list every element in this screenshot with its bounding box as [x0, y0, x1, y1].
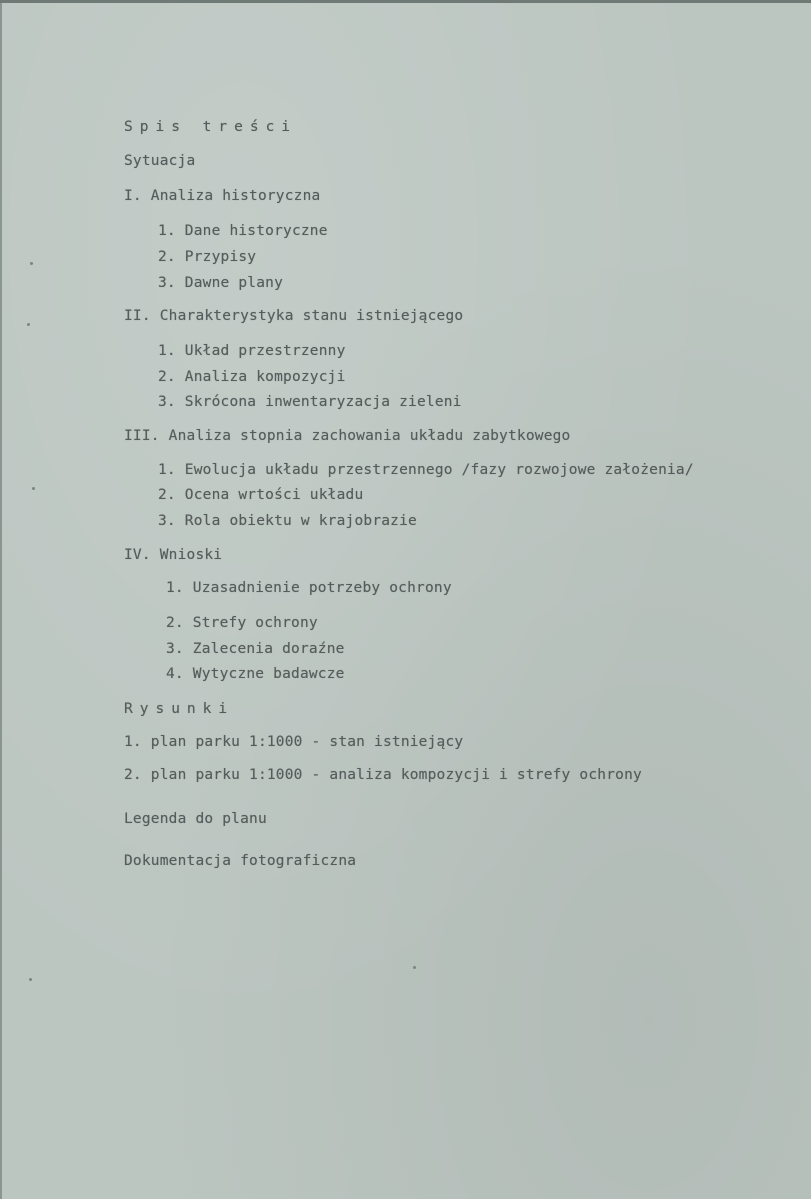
paper-speck	[32, 487, 35, 490]
section-2-item-3: 3. Skrócona inwentaryzacja zieleni	[158, 394, 462, 410]
rysunek-1: 1. plan parku 1:1000 - stan istniejący	[124, 734, 464, 750]
toc-entry-legenda: Legenda do planu	[124, 811, 267, 827]
section-3-item-2: 2. Ocena wrtości układu	[158, 487, 364, 503]
section-3-item-1: 1. Ewolucja układu przestrzennego /fazy rozwojowe założenia/	[158, 462, 694, 478]
section-2-item-2: 2. Analiza kompozycji	[158, 369, 346, 385]
section-4-item-1: 1. Uzasadnienie potrzeby ochrony	[166, 580, 452, 596]
section-4-item-2: 2. Strefy ochrony	[166, 615, 318, 631]
toc-heading: Spis treści	[124, 119, 298, 135]
paper-speck	[27, 323, 30, 326]
rysunki-heading: Rysunki	[124, 701, 235, 717]
paper-speck	[29, 978, 32, 981]
section-3-item-3: 3. Rola obiektu w krajobrazie	[158, 513, 417, 529]
section-1-item-3: 3. Dawne plany	[158, 275, 284, 291]
paper-speck	[30, 262, 33, 265]
toc-entry-dokumentacja: Dokumentacja fotograficzna	[124, 853, 357, 869]
section-title-1: I. Analiza historyczna	[124, 188, 321, 204]
paper-speck	[413, 966, 416, 969]
section-title-3: III. Analiza stopnia zachowania układu zabytkowego	[124, 428, 571, 444]
section-4-item-3: 3. Zalecenia doraźne	[166, 641, 345, 657]
section-4-item-4: 4. Wytyczne badawcze	[166, 666, 345, 682]
section-1-item-1: 1. Dane historyczne	[158, 223, 328, 239]
rysunek-2: 2. plan parku 1:1000 - analiza kompozycji i strefy ochrony	[124, 767, 642, 783]
section-1-item-2: 2. Przypisy	[158, 249, 257, 265]
section-2-item-1: 1. Układ przestrzenny	[158, 343, 346, 359]
section-title-4: IV. Wnioski	[124, 547, 223, 563]
section-title-2: II. Charakterystyka stanu istniejącego	[124, 308, 464, 324]
toc-entry-sytuacja: Sytuacja	[124, 153, 196, 169]
